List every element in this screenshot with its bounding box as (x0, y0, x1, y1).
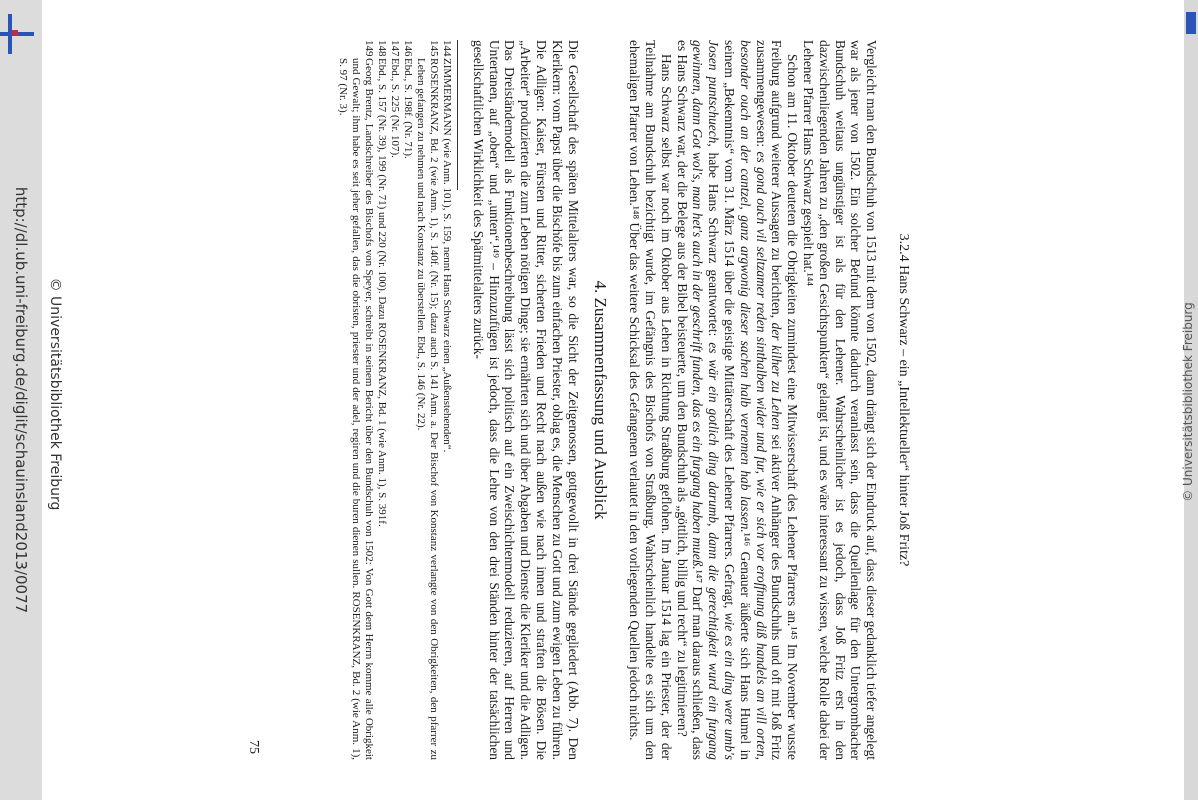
p2-text-d: habe Hans Schwarz geantwortet: (706, 146, 722, 343)
footnote: 146 Ebd., S. 198f. (Nr. 71). (402, 40, 415, 159)
p2-text-e: ¹⁴⁷ Darf man daraus schließen, dass es Hans Schwarz war, der die Belege aus der Bibel beisteuerte, um den Bundschuh als „göttlich, billig und recht“ zu legitimieren? (674, 40, 706, 760)
p2-italic-1: der kilher zu Lehen (769, 322, 785, 431)
p2-text-a: Schon am 11. Oktober deuteten die Obrigkeiten zumindest eine Mitwisserschaft des Lehener Pfarrers an.¹⁴⁵ Im November wusste Freiburg aufgrund weiterer Aussagen zu berichten, (769, 40, 801, 760)
footnote: 145 ROSENKRANZ, Bd. 2 (wie Anm. 1), S. 140f. (Nr. 15); dazu auch S. 141 Anm. a. Der Bischof von Konstanz verlangte von den Obrigkeiten, den pfarrer zu Lehen gefangen zu nehmen und nach Konstanz zu überstellen. Ebd., S. 146 (Nr. 22). (415, 40, 441, 760)
paragraph-3: Hans Schwarz selbst war noch im Oktober aus Lehen in Richtung Straßburg geflohen. Im Januar 1514 lag ein Priester, der der Teilnahme am Bundschuh bezichtigt wurde, im Gefängnis des Bischofs von Straßburg. Wahrscheinlich handelte es sich um den ehemaligen Pfarrer von Lehen.¹⁴⁸ Über das weitere Schicksal des Gefangenen verlautet in den vorliegenden Quellen jedoch nichts. (627, 40, 674, 760)
footnote: 147 Ebd., S. 225 (Nr. 107). (389, 40, 402, 158)
right-copyright: © Universitätsbibliothek Freiburg (1181, 302, 1195, 502)
scanned-page (245, 40, 911, 760)
footnotes (336, 40, 453, 760)
p2-italic-3: wie es ein ding were umb's Josen puntschuech, (706, 40, 738, 760)
source-url[interactable]: http://dl.ub.uni-freiburg.de/diglit/schauinsland2013/0077 (12, 186, 30, 614)
p2-italic-4: es wär ein gotlich ding darumb, dann die gerechtigkeit wurd ein furgang gewinnen, dann Got wol's, man het's auch in der geschrift funden, das es ein furgang haben mueß. (690, 40, 722, 760)
footnote: 148 Ebd., S. 157 (Nr. 39), 199 (Nr. 71) und 220 (Nr. 100). Dazu ROSENKRANZ, Bd. 1 (wie Anm. 1), S. 391f. (376, 40, 389, 527)
section-heading: 4. Zusammenfassung und Ausblick (591, 280, 611, 520)
footnote-divider (457, 40, 458, 190)
paragraph-1: Vergleicht man den Bundschuh von 1513 mit dem von 1502, dann drängt sich der Eindruck auf, dass dieser gedanklich tiefer angelegt war als jener von 1502. Ein solcher Befund könnte dadurch veranlasst sein, dass die Quellenlage für den Untergrombacher Bundschuh weitaus ungünstiger ist als für den Lehener. Wahrscheinlicher ist es jedoch, dass Joß Fritz erst in den dazwischenliegenden Jahren zu „den großen Gesichtspunkten“ gelangt ist, und es wäre interessant zu wissen, welche Rolle dabei der Lehener Pfarrer Hans Schwarz gespielt hat.¹⁴⁴ (801, 40, 880, 760)
paragraph-2 (674, 40, 800, 760)
footnote: 149 Georg Brentz, Landschreiber des Bischofs von Speyer, schreibt in seinem Bericht über den Bundschuh von 1502: Von Gott dem Herrn komme alle Obrigkeit und Gewalt; ihm habe es seit jeher gefallen, das die obristen, priester und der adel, regiren und die buren dienen sullen. ROSENKRANZ, Bd. 2 (wie Anm. 1), S. 97 (Nr. 3). (337, 40, 376, 760)
paragraph-4: Die Gesellschaft des späten Mittelalters war, so die Sicht der Zeitgenossen, gottgewollt in drei Stände gegliedert (Abb. 7). Den Klerikern: vom Papst über die Bischöfe bis zum einfachen Priester, oblag es, die Menschen zu Gott und zum ewigen Leben zu führen. Die Adligen: Kaiser, Fürsten und Ritter, sicherten Frieden und Recht nach außen wie nach innen und straften die Bösen. Die „Arbeiter“ produzierten die zum Leben nötigen Dinge; sie ernährten sich und über Abgaben und Dienste die Kleriker und die Adligen. Das Dreiständemodell als Funktionenbeschreibung lässt sich politisch auf ein Zweischichtenmodell reduzieren, auf Herren und Untertanen, auf „oben“ und „unten“.¹⁴⁹ – Hinzuzufügen ist jedoch, dass die Lehre von den drei Ständen hinter der tatsächlichen gesellschaftlichen Wirklichkeit des Spätmittelalters zurück- (470, 40, 581, 760)
p2-italic-2: es gond ouch vil seltzamer reden sinthalben wider und fur, wie er sich vor eroffnung diß handels an vill orten, besonder ouch an der cantzel, ganz argwonig dieser sachen halb vernemen hab lassen. (737, 40, 769, 760)
page-number: 75 (245, 740, 261, 754)
p2-text-c: ¹⁴⁶ Genauer äußerte sich Hans Humel in seinem „Bekenntnis“ vom 31. März 1514 über die geistige Mittäterschaft des Lehener Pfarrers. Gefragt, (722, 40, 753, 760)
p2-text-b: sei aktiver Anhänger des Bundschuhs und oft mit Joß Fritz zusammengewesen: (753, 40, 785, 760)
running-head: 3.2.4 Hans Schwarz – ein „Intellektueller“ hinter Joß Fritz? (896, 233, 911, 567)
copyright-notice: © Universitätsbibliothek Freiburg (47, 277, 63, 511)
footnote: 144 ZIMMERMANN (wie Anm. 101), S. 159, nennt Hans Schwarz einen „Außenstehenden“. (441, 40, 454, 453)
